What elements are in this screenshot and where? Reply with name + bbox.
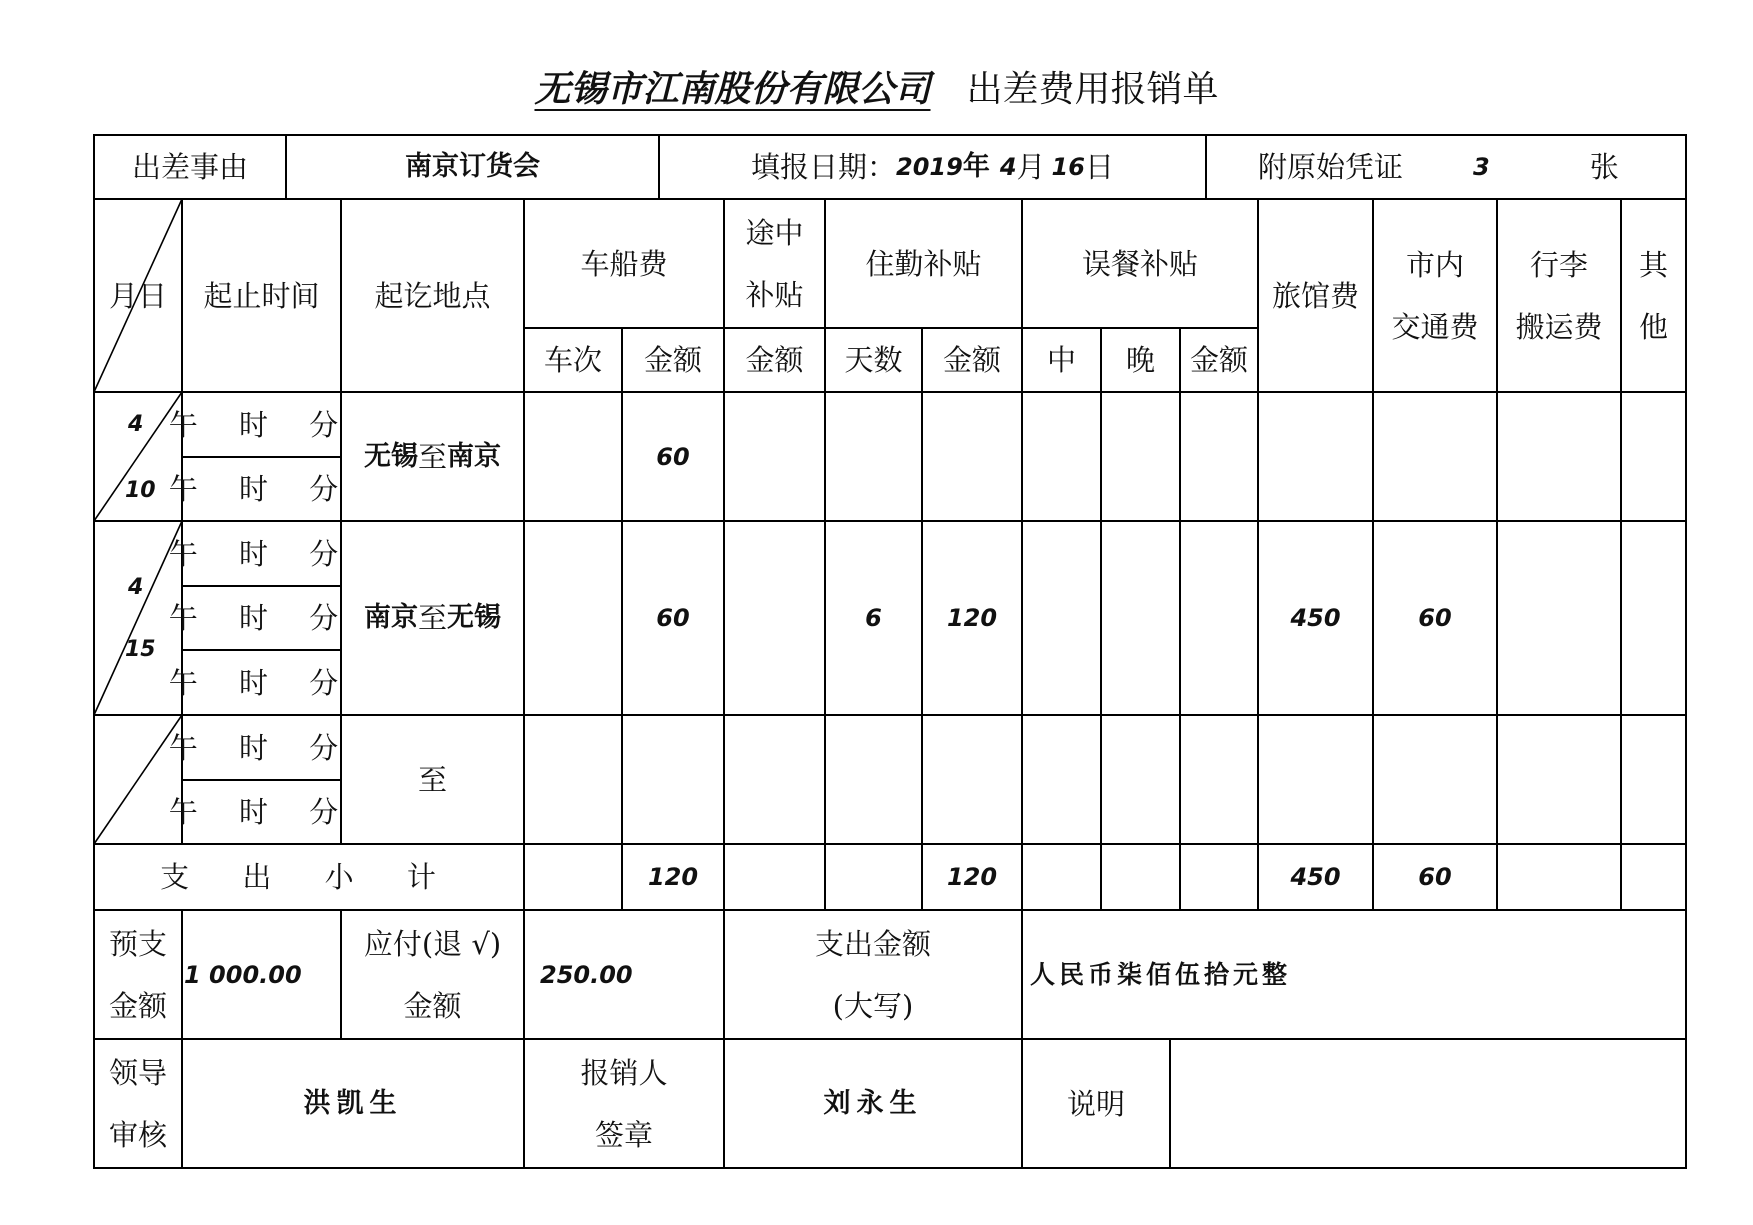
- notes-label: 说明: [1066, 1086, 1125, 1121]
- col-meal-evening: 晚: [1125, 343, 1155, 377]
- row1-time-start[interactable]: 午 时 分: [168, 407, 355, 442]
- row1-day[interactable]: 10: [125, 478, 156, 503]
- col-fare-amount: 金额: [643, 343, 702, 377]
- col-meal-amount: 金额: [1189, 343, 1248, 377]
- subtotal-lodging-amount[interactable]: 120: [946, 863, 998, 891]
- col-luggage: [1497, 199, 1621, 392]
- row2-time-1[interactable]: 午 时 分: [168, 536, 355, 571]
- row2-day[interactable]: 15: [125, 637, 156, 662]
- day-char: 日: [1084, 150, 1114, 184]
- col-city-bottom: 交通费: [1391, 309, 1479, 344]
- row2-route-to-char: 至: [417, 601, 447, 635]
- vouchers-unit: 张: [1589, 150, 1619, 184]
- row2-time-2[interactable]: 午 时 分: [168, 601, 355, 635]
- col-hotel: 旅馆费: [1271, 278, 1359, 313]
- claimant-label-bottom: 签章: [594, 1117, 653, 1152]
- total-label-top: 支出金额: [814, 926, 931, 961]
- date-day: 16: [1051, 153, 1085, 181]
- row2-month[interactable]: 4: [128, 575, 144, 600]
- col-lodging-subsidy: 住勤补贴: [865, 246, 982, 281]
- reason-value[interactable]: 南京订货会: [405, 151, 540, 182]
- leader-label: [94, 1039, 182, 1168]
- row3-route[interactable]: 至: [417, 762, 447, 797]
- col-lodging-days: 天数: [844, 343, 903, 377]
- notes-field[interactable]: [1170, 1039, 1686, 1168]
- subtotal-fare-amount[interactable]: 120: [647, 863, 699, 891]
- col-month-day: 月日: [108, 278, 167, 313]
- vouchers-count: 3: [1473, 153, 1490, 181]
- month-char: 月: [1016, 150, 1046, 184]
- col-luggage-top: 行李: [1529, 247, 1588, 282]
- leader-label-bottom: 审核: [108, 1117, 167, 1152]
- leader-name[interactable]: 洪凯生: [303, 1087, 403, 1119]
- row3-time-start[interactable]: 午 时 分: [168, 730, 355, 765]
- year-char: 年: [962, 151, 990, 182]
- row1-fare-amount[interactable]: 60: [656, 442, 690, 471]
- subtotal-city-transport[interactable]: 60: [1418, 863, 1452, 891]
- col-luggage-bottom: 搬运费: [1515, 309, 1603, 344]
- col-fare-train: 车次: [543, 343, 602, 377]
- payable-label: [341, 910, 524, 1039]
- claimant-label-top: 报销人: [580, 1055, 668, 1090]
- col-city-transport: [1373, 199, 1497, 392]
- row2-lodging-amount[interactable]: 120: [946, 604, 998, 632]
- row1-month[interactable]: 4: [128, 412, 144, 437]
- row1-route-to-char: 至: [417, 439, 447, 474]
- col-meal-subsidy: 误餐补贴: [1081, 246, 1198, 281]
- vouchers-label: 附原始凭证: [1258, 150, 1404, 184]
- row1-time-end[interactable]: 午 时 分: [168, 472, 355, 506]
- date-label: 填报日期：: [751, 150, 897, 184]
- total-label-bottom: (大写): [832, 988, 914, 1023]
- claimant-label: [524, 1039, 724, 1168]
- row1-route[interactable]: [341, 392, 524, 521]
- col-start-end-time: 起止时间: [203, 278, 320, 313]
- row2-city-transport[interactable]: 60: [1418, 604, 1452, 632]
- row2-lodging-days[interactable]: 6: [865, 604, 882, 632]
- payable-label-bottom: 金额: [403, 988, 462, 1023]
- total-label: [724, 910, 1022, 1039]
- advance-label-top: 预支: [108, 926, 167, 961]
- row2-route-to: 无锡: [447, 602, 501, 633]
- row2-time-3[interactable]: 午 时 分: [168, 665, 355, 700]
- col-city-top: 市内: [1405, 247, 1464, 282]
- col-transit-bottom: 补贴: [745, 277, 804, 312]
- date-year: 2019: [896, 153, 963, 181]
- col-fare: 车船费: [580, 246, 668, 281]
- claimant-name[interactable]: 刘永生: [823, 1087, 923, 1119]
- col-transit: [724, 199, 825, 328]
- advance-label: [94, 910, 182, 1039]
- col-other-top: 其: [1638, 247, 1668, 282]
- advance-label-bottom: 金额: [108, 988, 167, 1023]
- col-meal-noon: 中: [1046, 343, 1076, 377]
- col-transit-amount: 金额: [745, 343, 804, 377]
- row2-hotel[interactable]: 450: [1290, 604, 1341, 632]
- row1-route-to: 南京: [447, 440, 501, 472]
- date-month: 4: [999, 153, 1017, 181]
- reason-label: 出差事由: [131, 150, 248, 184]
- document-name: 出差费用报销单: [966, 69, 1219, 110]
- col-lodging-amount: 金额: [942, 343, 1001, 377]
- payable-label-top: 应付(退 √): [363, 926, 502, 961]
- row2-route-from: 南京: [363, 602, 418, 633]
- payable-value[interactable]: 250.00: [540, 960, 633, 989]
- total-words[interactable]: 人民币柒佰伍拾元整: [1030, 959, 1292, 989]
- vouchers-cell[interactable]: [1206, 135, 1686, 199]
- col-transit-top: 途中: [745, 215, 804, 250]
- col-places: 起讫地点: [374, 278, 491, 313]
- col-other: [1621, 199, 1686, 392]
- leader-label-top: 领导: [108, 1055, 167, 1090]
- subtotal-label: 支 出 小 计: [160, 860, 458, 894]
- advance-value[interactable]: 1 000.00: [184, 960, 302, 989]
- row2-route[interactable]: [341, 521, 524, 715]
- row3-time-end[interactable]: 午 时 分: [168, 795, 355, 829]
- col-other-bottom: 他: [1638, 309, 1668, 344]
- company-name: 无锡市江南股份有限公司: [534, 69, 931, 110]
- row2-fare-amount[interactable]: 60: [656, 604, 690, 632]
- report-date[interactable]: [659, 135, 1206, 199]
- subtotal-hotel[interactable]: 450: [1290, 863, 1341, 891]
- row1-route-from: 无锡: [363, 440, 418, 472]
